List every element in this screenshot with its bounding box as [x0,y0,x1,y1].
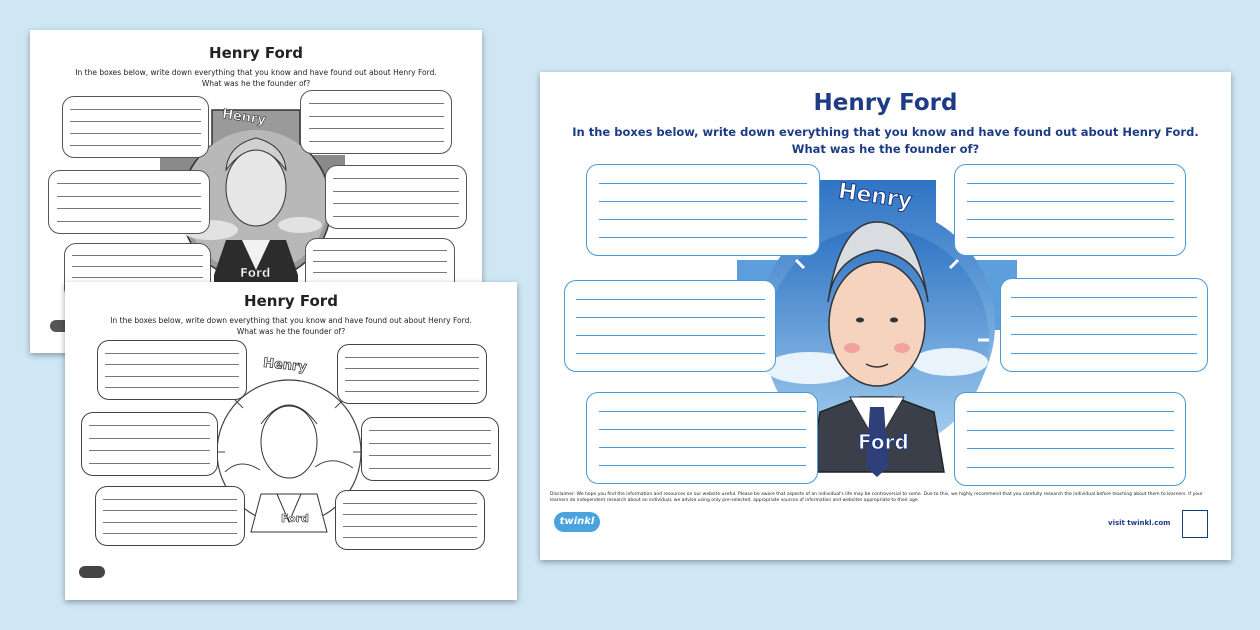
writing-line [333,203,459,204]
writing-line [103,533,236,534]
writing-line [89,450,211,451]
writing-box-middle-right[interactable] [1000,278,1208,372]
writing-line [599,201,808,202]
worksheet-black-and-white [65,282,517,600]
writing-line [333,178,459,179]
writing-line [105,387,238,388]
writing-box-bottom-right[interactable] [335,490,485,550]
writing-box-bottom-right[interactable] [954,392,1186,486]
disclaimer-text: Disclaimer: We hope you find the information and resources on our website useful. Please be aware that aspects of an individual's life may be controversial to some. Due to this, we highly recommend that you carefully research the individual before teaching about them to learners. If your learners do independent research about an individual, we advise using only pre-selected, appropriate sources of information and websites appropriate to their age. [550,492,1203,503]
writing-line [576,317,765,318]
writing-line [309,128,444,129]
writing-box-top-left[interactable] [62,96,209,158]
writing-line [333,216,459,217]
worksheet-color [540,72,1231,560]
writing-line [599,411,806,412]
writing-line [599,237,808,238]
writing-box-top-right[interactable] [300,90,452,154]
writing-line [309,103,444,104]
writing-line [70,121,201,122]
writing-line [967,219,1174,220]
writing-box-top-left[interactable] [97,340,247,400]
writing-line [967,201,1174,202]
writing-line [599,447,806,448]
writing-line [70,133,201,134]
writing-line [70,145,201,146]
instruction-line-1: In the boxes below, write down everything that you know and have found out about Henry Ford. [110,316,472,325]
writing-line [369,468,491,469]
instruction-line-2: What was he the founder of? [201,78,311,88]
writing-line [57,208,201,209]
writing-line [89,438,211,439]
writing-line [343,503,476,504]
portrait-word-ford: Ford [858,430,909,454]
writing-line [103,522,236,523]
writing-line [345,391,478,392]
writing-line [1011,316,1196,317]
portrait-word-ford: Ford [240,266,271,280]
portrait-word-ford: Ford [281,512,309,525]
writing-line [1011,334,1196,335]
writing-line [599,183,808,184]
writing-line [343,537,476,538]
writing-line [309,116,444,117]
instruction-line-2: What was he the founder of? [236,326,346,336]
writing-line [1011,353,1196,354]
portrait-word-henry: Henry [836,178,914,215]
writing-line [313,272,446,273]
writing-line [343,526,476,527]
portrait-word-henry: Henry [262,355,308,376]
writing-line [345,357,478,358]
writing-line [1011,297,1196,298]
writing-line [313,261,446,262]
writing-line [369,455,491,456]
writing-line [967,448,1174,449]
writing-line [57,196,201,197]
writing-line [103,499,236,500]
writing-line [72,255,203,256]
writing-line [599,219,808,220]
writing-line [576,335,765,336]
writing-box-top-right[interactable] [337,344,487,404]
writing-line [105,353,238,354]
quality-badge-icon [1182,510,1208,538]
writing-box-middle-right[interactable] [325,165,467,229]
writing-box-bottom-left[interactable] [586,392,818,484]
writing-line [343,514,476,515]
writing-line [599,429,806,430]
writing-line [345,368,478,369]
worksheet-title: Henry Ford [813,90,958,116]
visit-twinkl-link[interactable]: visit twinkl.com [1108,519,1171,527]
portrait-word-henry: Henry [221,107,267,128]
writing-line [309,141,444,142]
writing-line [967,237,1174,238]
writing-line [70,109,201,110]
writing-box-top-right[interactable] [954,164,1186,256]
instruction-line-2: What was he the founder of? [791,141,980,156]
writing-line [599,465,806,466]
writing-line [576,299,765,300]
writing-box-middle-left[interactable] [48,170,210,234]
writing-line [333,191,459,192]
writing-line [89,463,211,464]
writing-line [967,467,1174,468]
writing-box-bottom-left[interactable] [95,486,245,546]
writing-line [369,430,491,431]
writing-line [967,183,1174,184]
logo-twinkl [79,566,105,578]
instruction-line-1: In the boxes below, write down everything that you know and have found out about Henry Ford. [75,68,437,77]
writing-line [967,411,1174,412]
worksheet-title: Henry Ford [244,292,338,310]
writing-line [72,277,203,278]
writing-line [967,430,1174,431]
logo-twinkl: twinkl [554,512,600,532]
writing-line [369,443,491,444]
writing-line [57,183,201,184]
writing-line [105,376,238,377]
writing-line [313,250,446,251]
writing-line [57,221,201,222]
writing-line [72,266,203,267]
writing-line [345,380,478,381]
writing-box-middle-right[interactable] [361,417,499,481]
writing-line [576,353,765,354]
worksheet-title: Henry Ford [209,44,303,62]
writing-box-middle-left[interactable] [564,280,776,372]
writing-box-middle-left[interactable] [81,412,218,476]
writing-line [103,510,236,511]
instruction-line-1: In the boxes below, write down everything that you know and have found out about Henry Ford. [572,125,1199,139]
writing-line [105,364,238,365]
writing-line [89,425,211,426]
writing-box-top-left[interactable] [586,164,820,256]
